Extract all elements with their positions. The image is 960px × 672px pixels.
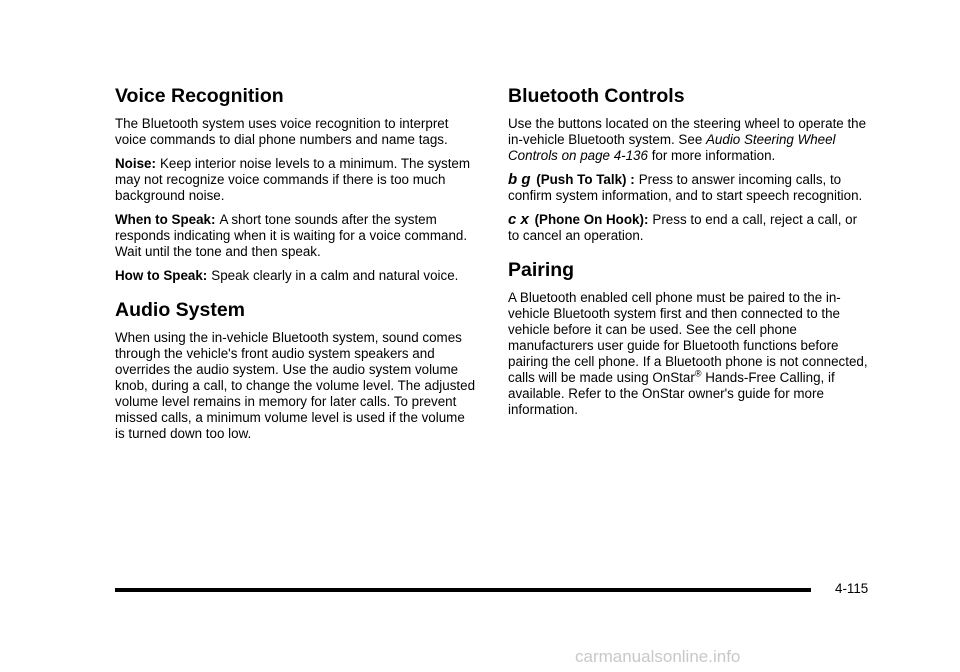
audio-steering-wheel-controls-reference[interactable]: Audio Steering Wheel Controls on page 4-136 [508, 132, 836, 163]
push-to-talk-icon: b g [508, 171, 531, 188]
when-to-speak-text: A short tone sounds after the system responds indicating when it is waiting for a voice command. Wait until the tone and then speak. [115, 212, 468, 259]
footer-rule [115, 588, 811, 592]
audio-system-section [115, 298, 477, 442]
voice-recognition-heading: Voice Recognition [115, 85, 284, 107]
bluetooth-controls-intro [508, 116, 870, 164]
voice-recognition-section [115, 84, 477, 284]
bluetooth-controls-section [508, 84, 870, 244]
noise-term: Noise: [115, 156, 156, 171]
push-to-talk-paragraph [508, 172, 870, 204]
right-column [508, 84, 870, 426]
phone-on-hook-paragraph [508, 212, 870, 244]
when-to-speak-paragraph [115, 212, 477, 260]
noise-paragraph [115, 156, 477, 204]
page-number: 4-115 [835, 581, 869, 596]
left-column [115, 84, 477, 450]
bluetooth-controls-intro-end: for more information. [651, 148, 776, 163]
pairing-section [508, 258, 870, 418]
pairing-text-end: Hands-Free Calling, if available. Refer to the OnStar owner's guide for more information. [508, 370, 835, 417]
pairing-text [508, 290, 870, 418]
audio-system-heading: Audio System [115, 299, 246, 321]
noise-text: Keep interior noise levels to a minimum. The system may not recognize voice commands if there is too much background noise. [115, 156, 471, 203]
how-to-speak-paragraph [115, 268, 477, 284]
push-to-talk-term: (Push To Talk) : [536, 172, 635, 187]
voice-recognition-intro: The Bluetooth system uses voice recognition to interpret voice commands to dial phone numbers and name tags. [115, 116, 449, 147]
when-to-speak-term: When to Speak: [115, 212, 216, 227]
how-to-speak-term: How to Speak: [115, 268, 208, 283]
bluetooth-controls-intro-text: Use the buttons located on the steering wheel to operate the in-vehicle Bluetooth system. See [508, 116, 867, 147]
how-to-speak-text: Speak clearly in a calm and natural voice. [211, 268, 459, 283]
watermark: carmanualsonline.info [575, 647, 741, 666]
pairing-text-start: A Bluetooth enabled cell phone must be paired to the in-vehicle Bluetooth system first and then connected to the vehicle before it can be used. See the cell phone manufacturers user guide for Bluetooth functions before pairing the cell phone. If a Bluetooth phone is not connected, calls will be made using OnStar [508, 290, 868, 385]
phone-on-hook-icon: c x [508, 211, 529, 228]
pairing-heading: Pairing [508, 259, 575, 281]
push-to-talk-text: Press to answer incoming calls, to confirm system information, and to start speech recognition. [508, 172, 863, 203]
phone-on-hook-term: (Phone On Hook): [534, 212, 649, 227]
phone-on-hook-text: Press to end a call, reject a call, or to cancel an operation. [508, 212, 858, 243]
registered-mark: ® [694, 368, 702, 379]
audio-system-text: When using the in-vehicle Bluetooth system, sound comes through the vehicle's front audio system speakers and overrides the audio system. Use the audio system volume knob, during a call, to change the volume level. The adjusted volume level remains in memory for later calls. To prevent missed calls, a minimum volume level is used if the volume is turned down too low. [115, 330, 476, 441]
bluetooth-controls-heading: Bluetooth Controls [508, 85, 685, 107]
